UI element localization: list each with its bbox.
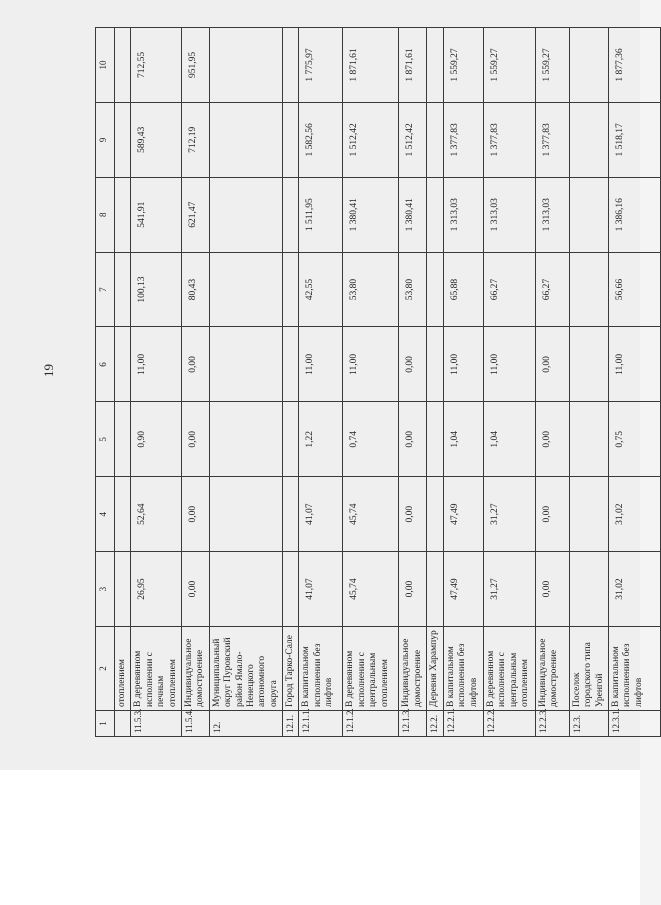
row-code-cell: 12. — [209, 711, 282, 737]
value-cell: 0,00 — [399, 402, 427, 477]
row-label-cell: В капитальном исполнении без лифтов — [609, 627, 661, 711]
value-cell — [569, 402, 608, 477]
value-cell — [283, 402, 299, 477]
row-label-cell: В деревянном исполнении с печным отоплением — [131, 627, 182, 711]
value-cell: 11,00 — [343, 327, 399, 402]
page-margin — [0, 770, 640, 905]
value-cell: 56,66 — [609, 252, 661, 327]
value-cell — [569, 102, 608, 177]
column-header: 3 — [96, 552, 115, 627]
value-cell: 0,00 — [399, 552, 427, 627]
value-cell — [209, 102, 282, 177]
row-label-cell: В деревянном исполнении с центральным отоплением — [483, 627, 535, 711]
value-cell: 1 511,95 — [299, 177, 343, 252]
value-cell: 1 313,03 — [443, 177, 483, 252]
row-label-cell: Индивидуальное домостроение — [181, 627, 209, 711]
value-cell: 45,74 — [343, 477, 399, 552]
value-cell: 712,19 — [181, 102, 209, 177]
value-cell — [427, 102, 443, 177]
column-header: 7 — [96, 252, 115, 327]
value-cell — [115, 477, 131, 552]
value-cell: 1 512,42 — [343, 102, 399, 177]
value-cell: 0,00 — [535, 402, 569, 477]
value-cell: 11,00 — [131, 327, 182, 402]
value-cell: 951,95 — [181, 28, 209, 103]
value-cell — [115, 28, 131, 103]
value-cell — [427, 28, 443, 103]
value-cell: 1 871,61 — [343, 28, 399, 103]
value-cell: 1 313,03 — [483, 177, 535, 252]
table-row — [181, 28, 209, 737]
column-header: 9 — [96, 102, 115, 177]
value-cell: 0,75 — [609, 402, 661, 477]
value-cell: 42,55 — [299, 252, 343, 327]
value-cell: 1 871,61 — [399, 28, 427, 103]
value-cell: 0,00 — [181, 477, 209, 552]
value-cell: 1 559,27 — [483, 28, 535, 103]
table-row — [343, 28, 399, 737]
value-cell: 1,04 — [483, 402, 535, 477]
value-cell — [209, 477, 282, 552]
value-cell — [569, 252, 608, 327]
column-header: 6 — [96, 327, 115, 402]
value-cell — [209, 28, 282, 103]
table-row — [483, 28, 535, 737]
value-cell: 589,43 — [131, 102, 182, 177]
value-cell — [427, 402, 443, 477]
table-row — [115, 28, 131, 737]
row-code-cell: 12.2.1. — [443, 711, 483, 737]
table-row — [299, 28, 343, 737]
value-cell: 621,47 — [181, 177, 209, 252]
value-cell: 47,49 — [443, 477, 483, 552]
value-cell — [115, 402, 131, 477]
value-cell — [283, 327, 299, 402]
rotated-table-wrapper — [95, 27, 644, 737]
value-cell: 712,55 — [131, 28, 182, 103]
row-code-cell: 12.3.1. — [609, 711, 661, 737]
value-cell: 1 877,36 — [609, 28, 661, 103]
value-cell — [115, 177, 131, 252]
table-body — [115, 28, 661, 737]
value-cell: 1,04 — [443, 402, 483, 477]
value-cell — [115, 102, 131, 177]
value-cell: 53,80 — [399, 252, 427, 327]
row-code-cell: 12.1.3. — [399, 711, 427, 737]
value-cell: 0,00 — [535, 477, 569, 552]
value-cell: 1 559,27 — [535, 28, 569, 103]
table-row — [609, 28, 661, 737]
row-code-cell: 11.5.3. — [131, 711, 182, 737]
row-code-cell: 12.1. — [283, 711, 299, 737]
row-code-cell — [115, 711, 131, 737]
value-cell: 1 518,17 — [609, 102, 661, 177]
value-cell — [427, 177, 443, 252]
column-header: 8 — [96, 177, 115, 252]
row-label-cell: В капитальном исполнении без лифтов — [299, 627, 343, 711]
value-cell: 80,43 — [181, 252, 209, 327]
value-cell: 11,00 — [299, 327, 343, 402]
table-row — [131, 28, 182, 737]
value-cell — [283, 552, 299, 627]
value-cell — [427, 552, 443, 627]
value-cell: 66,27 — [483, 252, 535, 327]
value-cell: 47,49 — [443, 552, 483, 627]
value-cell: 31,27 — [483, 552, 535, 627]
row-label-cell: отоплением — [115, 627, 131, 711]
value-cell — [427, 252, 443, 327]
value-cell: 53,80 — [343, 252, 399, 327]
value-cell: 0,00 — [535, 327, 569, 402]
row-label-cell: Поселок городского типа Уренгой — [569, 627, 608, 711]
table-row — [427, 28, 443, 737]
value-cell: 1 386,16 — [609, 177, 661, 252]
value-cell — [283, 177, 299, 252]
value-cell: 0,00 — [181, 402, 209, 477]
row-code-cell: 12.3. — [569, 711, 608, 737]
value-cell — [569, 28, 608, 103]
value-cell — [209, 327, 282, 402]
table-row — [209, 28, 282, 737]
row-label-cell: Индивидуальное домостроение — [535, 627, 569, 711]
value-cell — [115, 327, 131, 402]
value-cell: 1 380,41 — [399, 177, 427, 252]
value-cell: 11,00 — [483, 327, 535, 402]
row-code-cell: 11.5.4. — [181, 711, 209, 737]
column-header: 2 — [96, 627, 115, 711]
value-cell — [569, 552, 608, 627]
value-cell: 11,00 — [609, 327, 661, 402]
row-code-cell: 12.1.1. — [299, 711, 343, 737]
value-cell: 26,95 — [131, 552, 182, 627]
row-label-cell: Муниципальный округ Пуровский район Ямало-Ненецкого автономного округа — [209, 627, 282, 711]
row-code-cell: 12.1.2. — [343, 711, 399, 737]
value-cell: 1 582,56 — [299, 102, 343, 177]
table-row — [535, 28, 569, 737]
value-cell: 0,00 — [399, 477, 427, 552]
row-code-cell: 12.2.2. — [483, 711, 535, 737]
value-cell: 1,22 — [299, 402, 343, 477]
value-cell: 0,74 — [343, 402, 399, 477]
value-cell — [209, 402, 282, 477]
value-cell: 41,07 — [299, 477, 343, 552]
value-cell — [427, 327, 443, 402]
value-cell: 1 377,83 — [483, 102, 535, 177]
value-cell — [115, 552, 131, 627]
row-label-cell: В деревянном исполнении с центральным отоплением — [343, 627, 399, 711]
value-cell — [569, 177, 608, 252]
value-cell: 541,91 — [131, 177, 182, 252]
value-cell: 0,00 — [181, 552, 209, 627]
row-code-cell: 12.2.3. — [535, 711, 569, 737]
value-cell: 1 377,83 — [535, 102, 569, 177]
value-cell: 31,02 — [609, 552, 661, 627]
value-cell — [283, 477, 299, 552]
column-header: 4 — [96, 477, 115, 552]
table-row — [283, 28, 299, 737]
value-cell — [283, 252, 299, 327]
table-row — [399, 28, 427, 737]
row-label-cell: В капитальном исполнении без лифтов — [443, 627, 483, 711]
row-label-cell: Индивидуальное домостроение — [399, 627, 427, 711]
table-row — [569, 28, 608, 737]
tariff-table — [95, 27, 661, 737]
value-cell — [427, 477, 443, 552]
value-cell: 31,02 — [609, 477, 661, 552]
row-label-cell: Город Тарко-Сале — [283, 627, 299, 711]
table-row — [443, 28, 483, 737]
value-cell — [283, 102, 299, 177]
value-cell — [283, 28, 299, 103]
table-container — [95, 27, 644, 737]
value-cell: 41,07 — [299, 552, 343, 627]
header-row — [96, 28, 115, 737]
value-cell: 0,90 — [131, 402, 182, 477]
page-number: 19 — [41, 364, 56, 377]
row-label-cell: Деревня Харампур — [427, 627, 443, 711]
value-cell: 11,00 — [443, 327, 483, 402]
value-cell: 1 377,83 — [443, 102, 483, 177]
value-cell — [209, 177, 282, 252]
value-cell: 66,27 — [535, 252, 569, 327]
table-header — [96, 28, 115, 737]
value-cell — [209, 252, 282, 327]
value-cell: 52,64 — [131, 477, 182, 552]
column-header: 1 — [96, 711, 115, 737]
column-header: 5 — [96, 402, 115, 477]
value-cell — [569, 327, 608, 402]
value-cell: 0,00 — [181, 327, 209, 402]
value-cell: 1 512,42 — [399, 102, 427, 177]
value-cell: 100,13 — [131, 252, 182, 327]
row-code-cell: 12.2. — [427, 711, 443, 737]
value-cell — [569, 477, 608, 552]
value-cell: 1 559,27 — [443, 28, 483, 103]
value-cell: 1 775,97 — [299, 28, 343, 103]
value-cell: 45,74 — [343, 552, 399, 627]
value-cell: 1 313,03 — [535, 177, 569, 252]
value-cell — [115, 252, 131, 327]
value-cell — [209, 552, 282, 627]
value-cell: 1 380,41 — [343, 177, 399, 252]
value-cell: 0,00 — [535, 552, 569, 627]
value-cell: 0,00 — [399, 327, 427, 402]
value-cell: 31,27 — [483, 477, 535, 552]
value-cell: 65,88 — [443, 252, 483, 327]
column-header: 10 — [96, 28, 115, 103]
